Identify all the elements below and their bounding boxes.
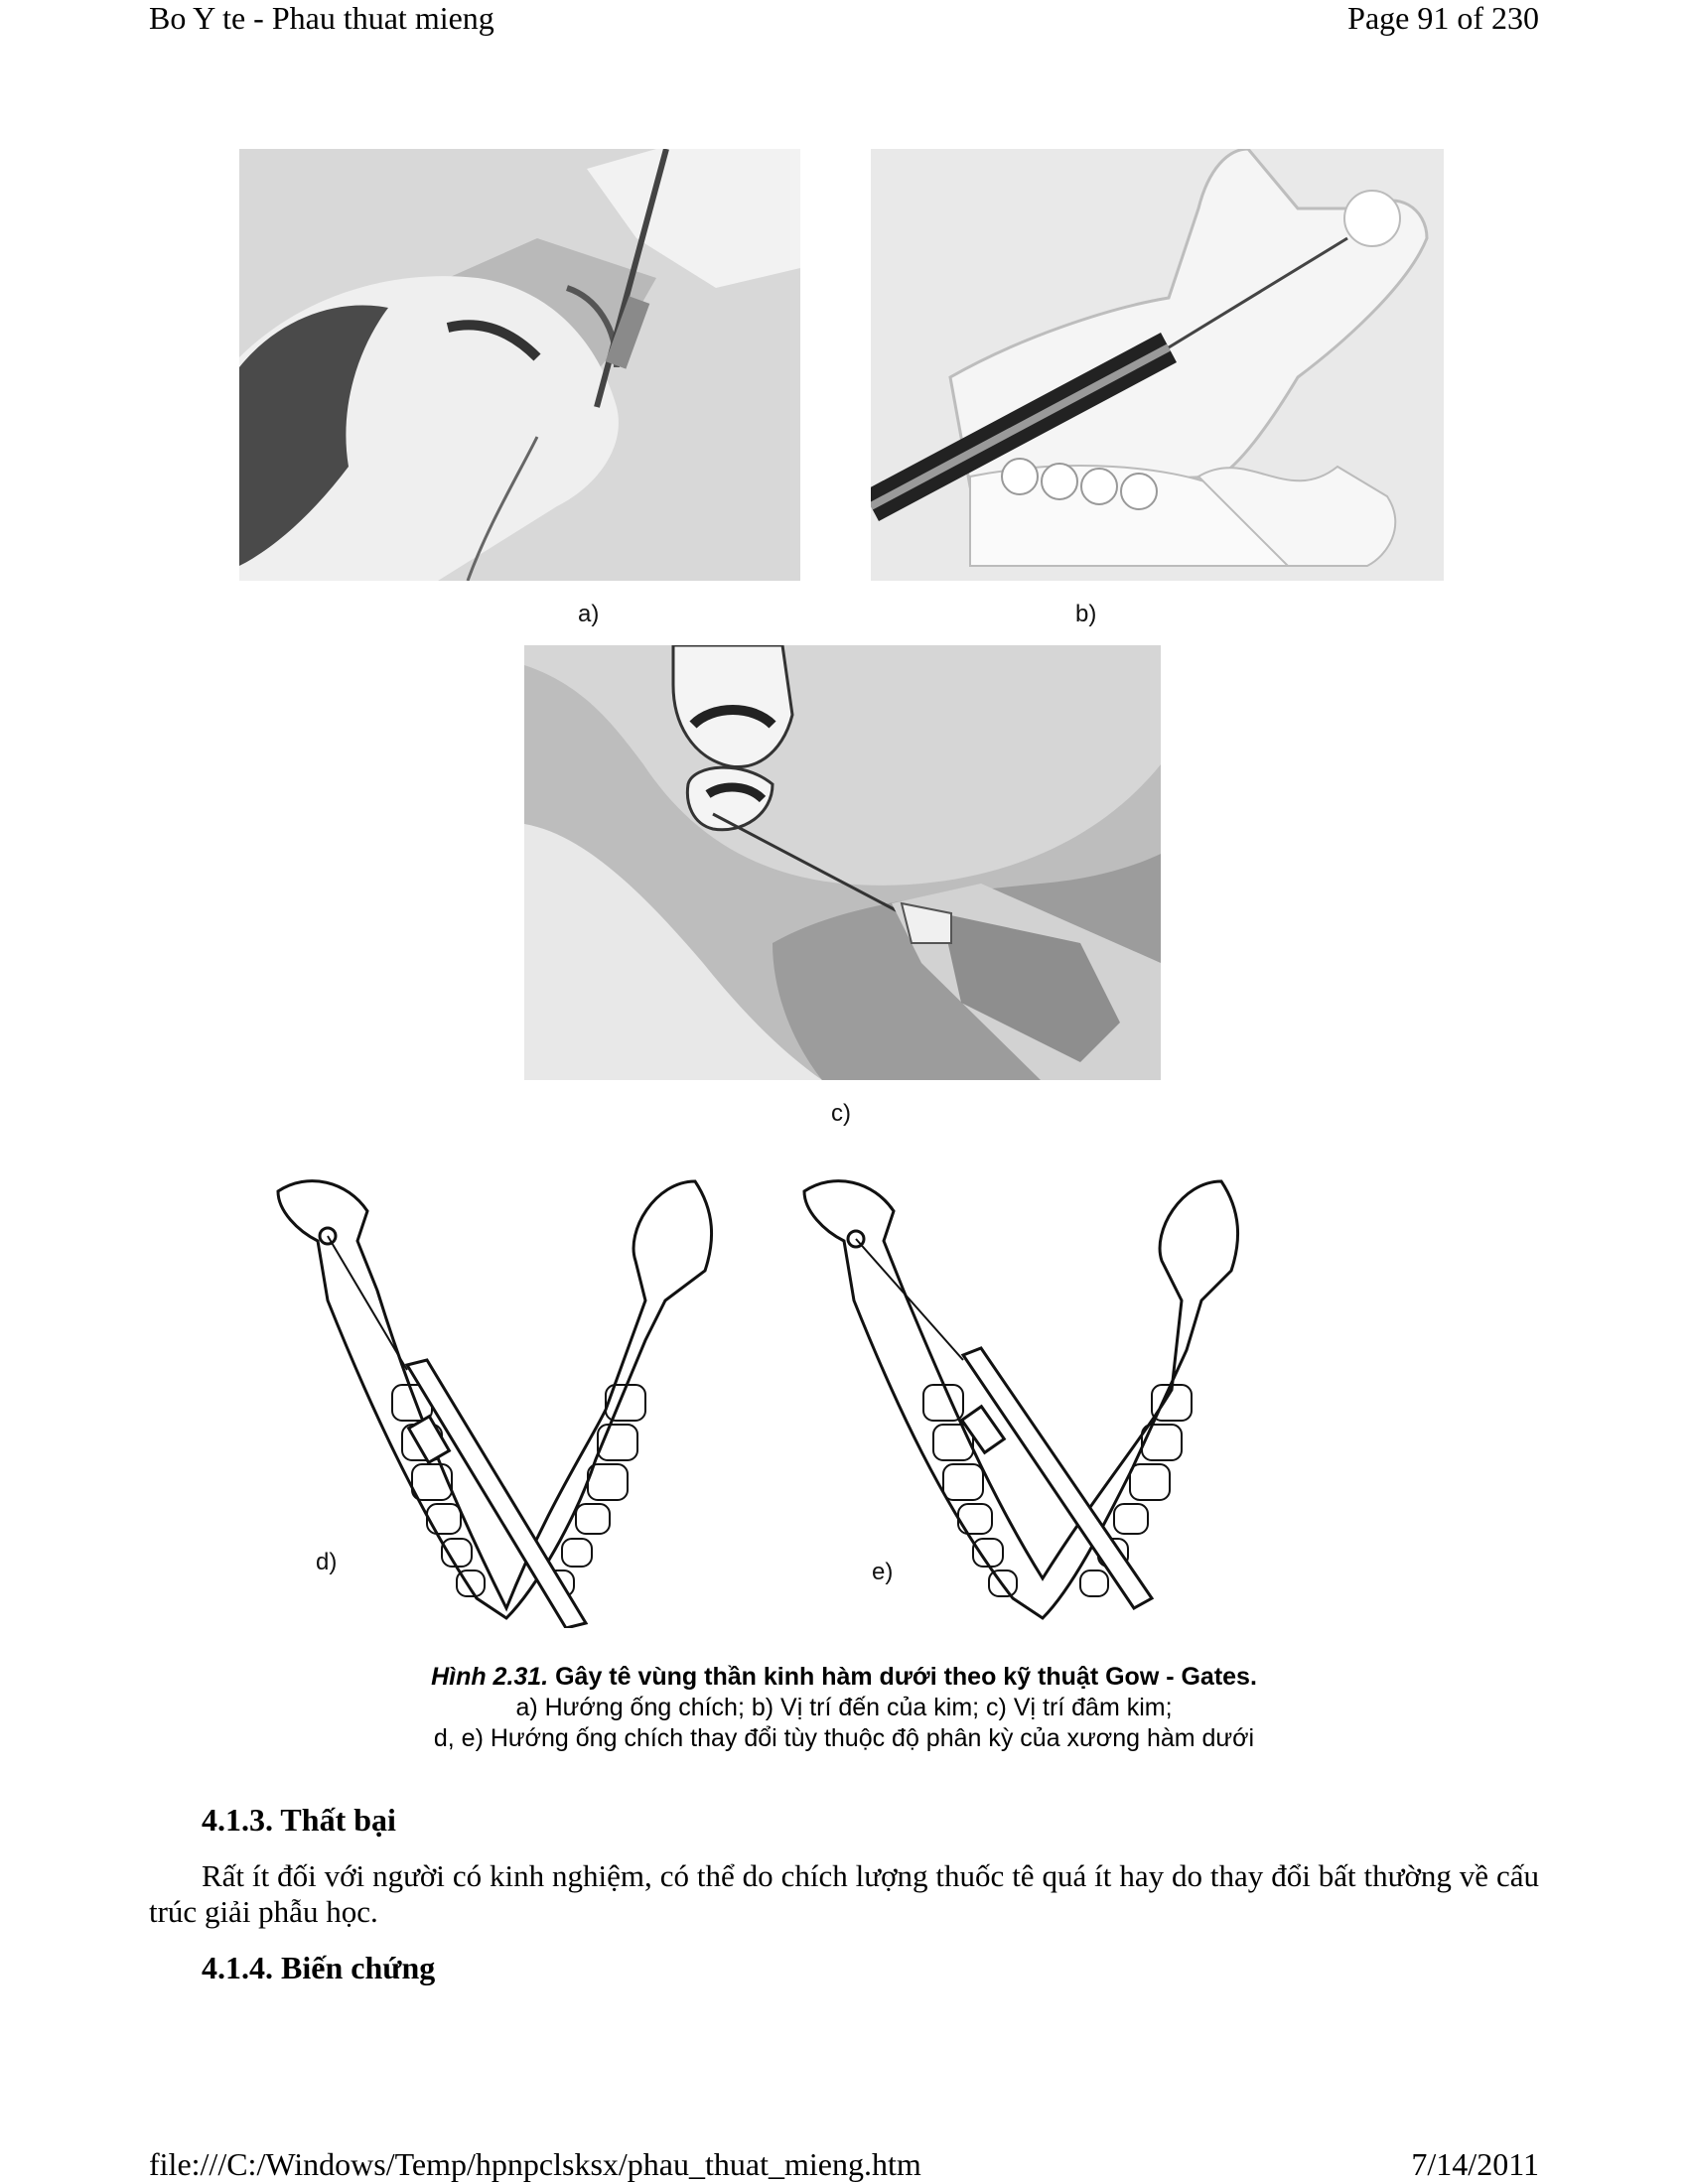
footer-file-path[interactable]: file:///C:/Windows/Temp/hpnpclsksx/phau_thuat_mieng.htm — [149, 2146, 921, 2182]
figure-label-a: a) — [578, 601, 600, 627]
section-heading-4-1-3: 4.1.3. Thất bại — [202, 1802, 396, 1838]
caption-number: Hình 2.31. — [431, 1663, 549, 1691]
caption-line-2: a) Hướng ống chích; b) Vị trí đến của kim; c) Vị trí đâm kim; — [515, 1694, 1173, 1721]
figure-photo-a — [239, 149, 800, 581]
section-paragraph-4-1-3: Rất ít đối với người có kinh nghiệm, có thể do chích lượng thuốc tê quá ít hay do thay đổi bất thường về cấu trúc giải phẫu học. — [149, 1858, 1539, 1929]
section-heading-4-1-4: 4.1.4. Biến chứng — [202, 1950, 436, 1985]
caption-line-3: d, e) Hướng ống chích thay đổi tùy thuộc độ phân kỳ của xương hàm dưới — [433, 1724, 1255, 1752]
caption-title: Gây tê vùng thần kinh hàm dưới theo kỹ thuật Gow - Gates. — [555, 1663, 1257, 1691]
caption-title-line — [149, 1662, 1539, 1693]
page-number: Page 91 of 230 — [1347, 0, 1539, 36]
figure-label-d: d) — [316, 1549, 338, 1575]
figure-caption — [149, 1662, 1539, 1754]
figure-photo-c — [524, 645, 1161, 1080]
figure-photo-b — [871, 149, 1444, 581]
figure-label-c: c) — [831, 1100, 851, 1127]
figure-drawing-e — [794, 1171, 1251, 1628]
figure-label-b: b) — [1075, 601, 1097, 627]
figure-label-e: e) — [872, 1559, 894, 1585]
header-title: Bo Y te - Phau thuat mieng — [149, 0, 494, 36]
footer-date: 7/14/2011 — [1411, 2146, 1539, 2182]
